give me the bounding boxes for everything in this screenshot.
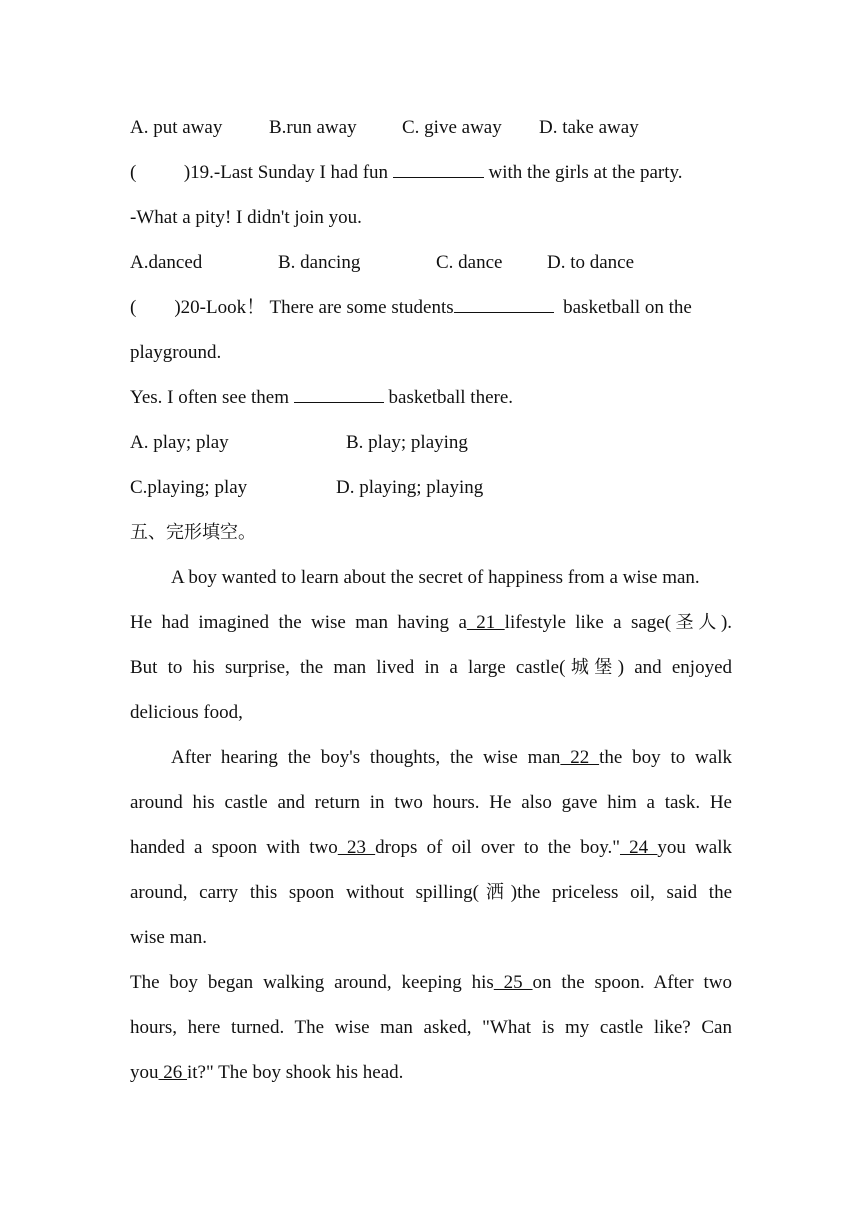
q18-option-b: B.run away (269, 117, 357, 138)
q20-option-a: A. play; play (130, 432, 229, 453)
q20-blank-1 (454, 292, 554, 313)
q20-blank-2 (294, 382, 384, 403)
cloze-p3-line1: The boy began walking around, keeping his 25 on the spoon. After two (130, 972, 732, 993)
cloze-p3-line2: hours, here turned. The wise man asked, "What is my castle like? Can (130, 1017, 732, 1038)
q19-option-b: B. dancing (278, 252, 361, 273)
blank-23: 23 (337, 837, 376, 858)
section-heading-text: 五、完形填空。 (130, 522, 256, 543)
q19-option-d: D. to dance (547, 252, 635, 273)
cloze-p2-line3: handed a spoon with two 23 drops of oil over to the boy." 24 you walk (130, 837, 733, 858)
q19-stem-after: with the girls at the party. (483, 162, 683, 183)
cloze-p2-line2: around his castle and return in two hours. He also gave him a task. He (130, 792, 732, 813)
cloze-p2-line4: around, carry this spoon without spilling(洒)the priceless oil, said the (130, 882, 733, 903)
blank-22: 22 (560, 747, 600, 768)
q20-reply (130, 380, 732, 425)
q20-option-b: B. play; playing (346, 432, 468, 453)
q19-option-c: C. dance (436, 252, 503, 273)
q18-options (130, 110, 732, 155)
q18-option-c: C. give away (402, 117, 502, 138)
q19-blank (393, 157, 484, 178)
q20-stem-before: ( )20-Look！ There are some students (130, 297, 454, 318)
cloze-p1-line3: But to his surprise, the man lived in a large castle(城堡) and enjoyed (130, 657, 732, 678)
worksheet-page (130, 110, 732, 1100)
q18-option-d: D. take away (539, 117, 639, 138)
q20-option-c: C.playing; play (130, 477, 248, 498)
blank-26: 26 (158, 1062, 187, 1083)
q19-stem (130, 155, 732, 200)
q20-options-row1 (130, 425, 732, 470)
q20-stem-after: basketball on the (553, 297, 692, 318)
q19-reply: -What a pity! I didn't join you. (130, 207, 362, 228)
q20-stem (130, 290, 732, 335)
cloze-p1-line4: delicious food, (130, 702, 243, 723)
cloze-p2-line1: After hearing the boy's thoughts, the wise man 22 the boy to walk (171, 747, 732, 768)
cloze-p2-line5: wise man. (130, 927, 208, 948)
blank-25: 25 (493, 972, 533, 993)
q19-stem-before: ( )19.-Last Sunday I had fun (130, 162, 393, 183)
q20-options-row2 (130, 470, 732, 515)
q19-options (130, 245, 732, 290)
q20-reply-after: basketball there. (383, 387, 514, 408)
q18-option-a: A. put away (130, 117, 223, 138)
blank-21: 21 (466, 612, 505, 633)
cloze-p3-line3: you 26 it?" The boy shook his head. (130, 1062, 404, 1083)
q20-reply-before: Yes. I often see them (130, 387, 294, 408)
section-heading (130, 515, 732, 560)
q20-option-d: D. playing; playing (336, 477, 484, 498)
cloze-p1-line1: A boy wanted to learn about the secret of happiness from a wise man. (171, 567, 700, 588)
cloze-p1-line2: He had imagined the wise man having a 21 lifestyle like a sage(圣人). (130, 612, 733, 633)
blank-24: 24 (619, 837, 658, 858)
q20-stem-cont: playground. (130, 342, 222, 363)
q19-option-a: A.danced (130, 252, 203, 273)
